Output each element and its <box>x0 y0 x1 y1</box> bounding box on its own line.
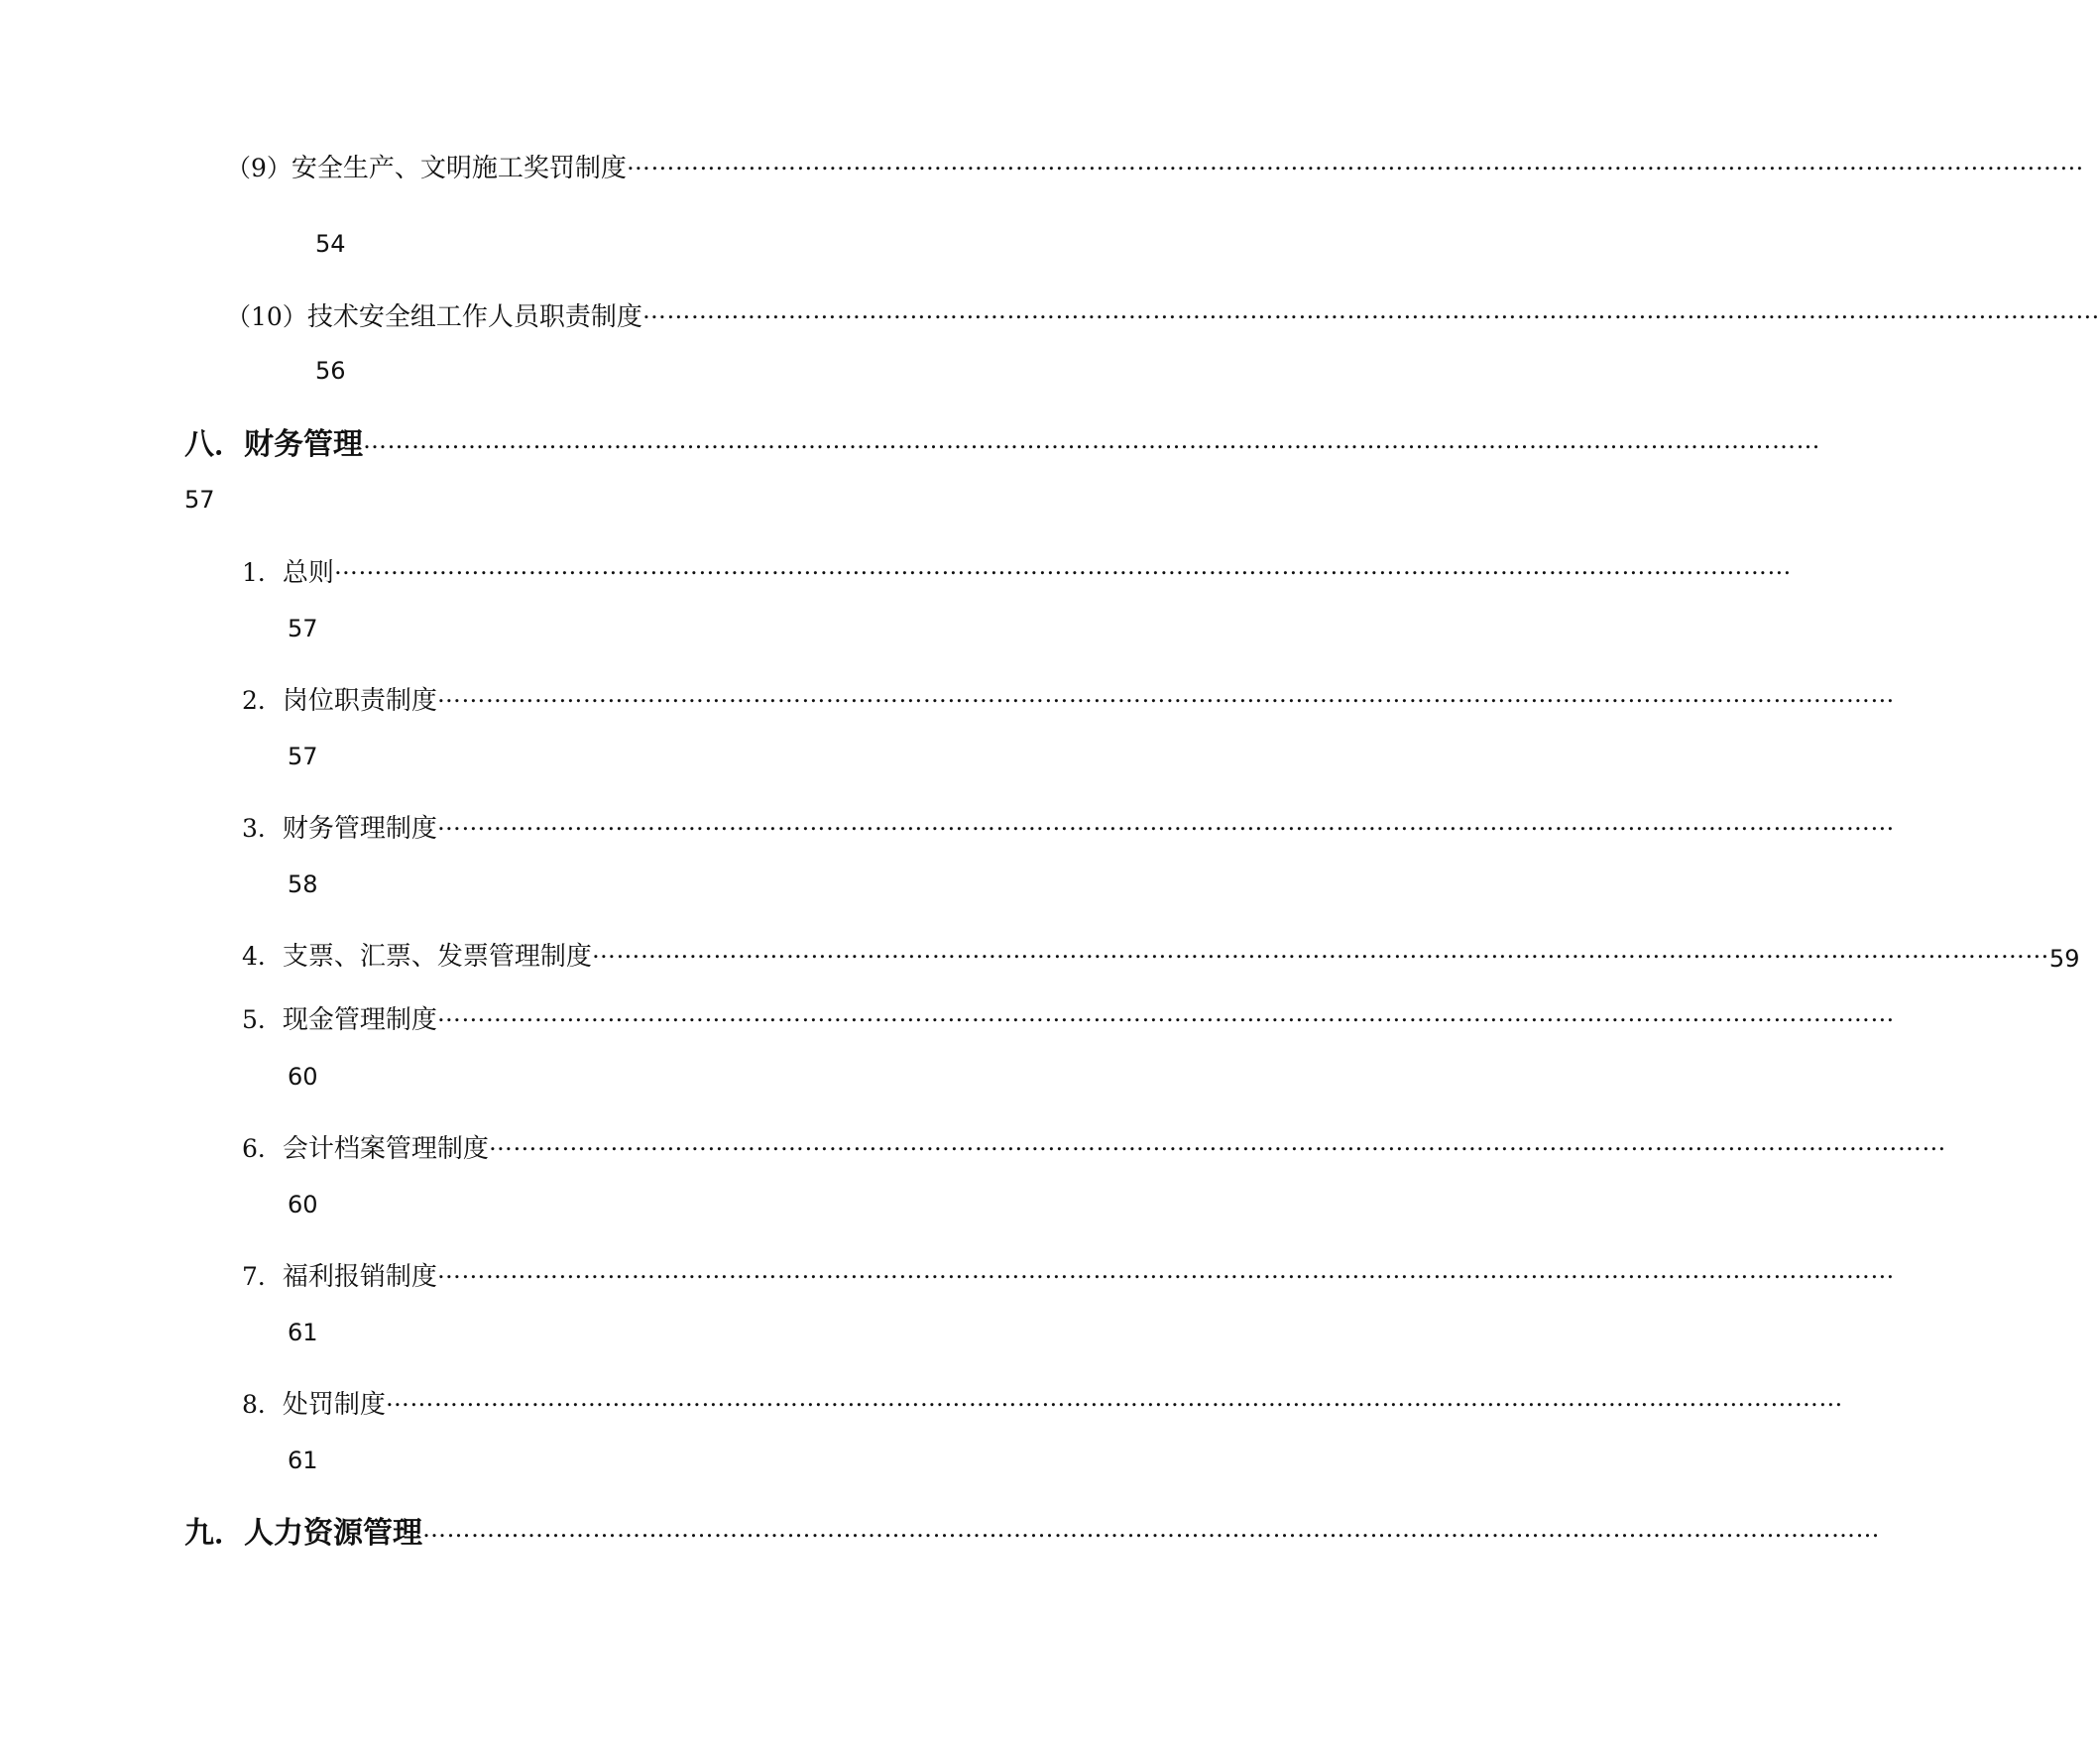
dot-leader: ……………………………………………………………………………………………………………………………………………………………… <box>642 296 2100 324</box>
entry-page-number: 54 <box>315 230 346 258</box>
dot-leader: ……………………………………………………………………………………………………………………………………………………………… <box>626 148 2084 175</box>
chapter-number: 九． <box>184 1516 244 1551</box>
toc-chapter <box>184 1504 1880 1552</box>
toc-chapter <box>184 415 1820 463</box>
entry-number: 7． <box>242 1262 283 1291</box>
entry-number: 5． <box>242 1005 283 1034</box>
toc-entry <box>242 673 1895 717</box>
entry-page-number: 60 <box>288 1191 318 1218</box>
toc-entry <box>242 1249 1895 1293</box>
entry-title: 会计档案管理制度 <box>282 1134 489 1164</box>
dot-leader: ……………………………………………………………………………………………………………………………………………………………… <box>363 426 1820 454</box>
entry-title: 福利报销制度 <box>282 1262 437 1292</box>
entry-page-number: 59 <box>2048 945 2080 973</box>
entry-title: 现金管理制度 <box>282 1005 437 1035</box>
entry-page-number: 57 <box>288 615 318 642</box>
entry-page-number: 61 <box>288 1447 318 1474</box>
entry-page-number: 61 <box>288 1319 318 1346</box>
dot-leader: ……………………………………………………………………………………………………………………………………………………………… <box>436 1256 1895 1284</box>
entry-title: 支票、汇票、发票管理制度 <box>282 942 592 972</box>
toc-entry <box>242 992 1895 1036</box>
dot-leader: ……………………………………………………………………………………………………………………………………………………………… <box>385 1384 1843 1412</box>
chapter-page-number: 57 <box>184 486 215 514</box>
entry-number: 2． <box>242 686 283 715</box>
entry-title: 技术安全组工作人员职责制度 <box>306 302 642 332</box>
toc-entry <box>226 290 2100 333</box>
toc-entry <box>242 801 1895 845</box>
dot-leader: ……………………………………………………………………………………………………………………………………………………………… <box>333 552 1792 580</box>
entry-number: 3． <box>242 814 283 843</box>
entry-title: 安全生产、文明施工奖罚制度 <box>291 154 627 183</box>
chapter-title: 财务管理 <box>244 427 363 462</box>
entry-page-number: 57 <box>288 743 318 770</box>
dot-leader: ……………………………………………………………………………………………………………………………………………………………… <box>436 808 1895 836</box>
toc-entry <box>242 929 2080 973</box>
dot-leader: ……………………………………………………………………………………………………………………………………………………………… <box>488 1128 1946 1156</box>
toc-entry <box>242 1377 1843 1421</box>
entry-number: （10） <box>226 302 307 331</box>
toc-entry <box>226 141 2084 184</box>
dot-leader: ……………………………………………………………………………………………………………………………………………………………… <box>436 680 1895 708</box>
entry-page-number: 56 <box>315 357 346 385</box>
chapter-number: 八． <box>184 427 244 462</box>
entry-number: （9） <box>226 154 292 182</box>
entry-number: 1． <box>242 558 283 587</box>
dot-leader: ……………………………………………………………………………………………………………………………………………………………… <box>591 936 2049 964</box>
entry-number: 4． <box>242 942 283 971</box>
toc-entry <box>242 545 1792 589</box>
entry-page-number: 60 <box>288 1063 318 1091</box>
dot-leader: ……………………………………………………………………………………………………………………………………………………………… <box>422 1515 1880 1543</box>
dot-leader: ……………………………………………………………………………………………………………………………………………………………… <box>436 999 1895 1027</box>
entry-page-number: 58 <box>288 870 318 898</box>
toc-entry <box>242 1121 1946 1165</box>
entry-title: 总则 <box>282 558 334 588</box>
entry-title: 处罚制度 <box>282 1390 386 1420</box>
chapter-title: 人力资源管理 <box>244 1516 422 1551</box>
entry-number: 6． <box>242 1134 283 1163</box>
entry-title: 财务管理制度 <box>282 814 437 844</box>
entry-title: 岗位职责制度 <box>282 686 437 716</box>
entry-number: 8． <box>242 1390 283 1419</box>
